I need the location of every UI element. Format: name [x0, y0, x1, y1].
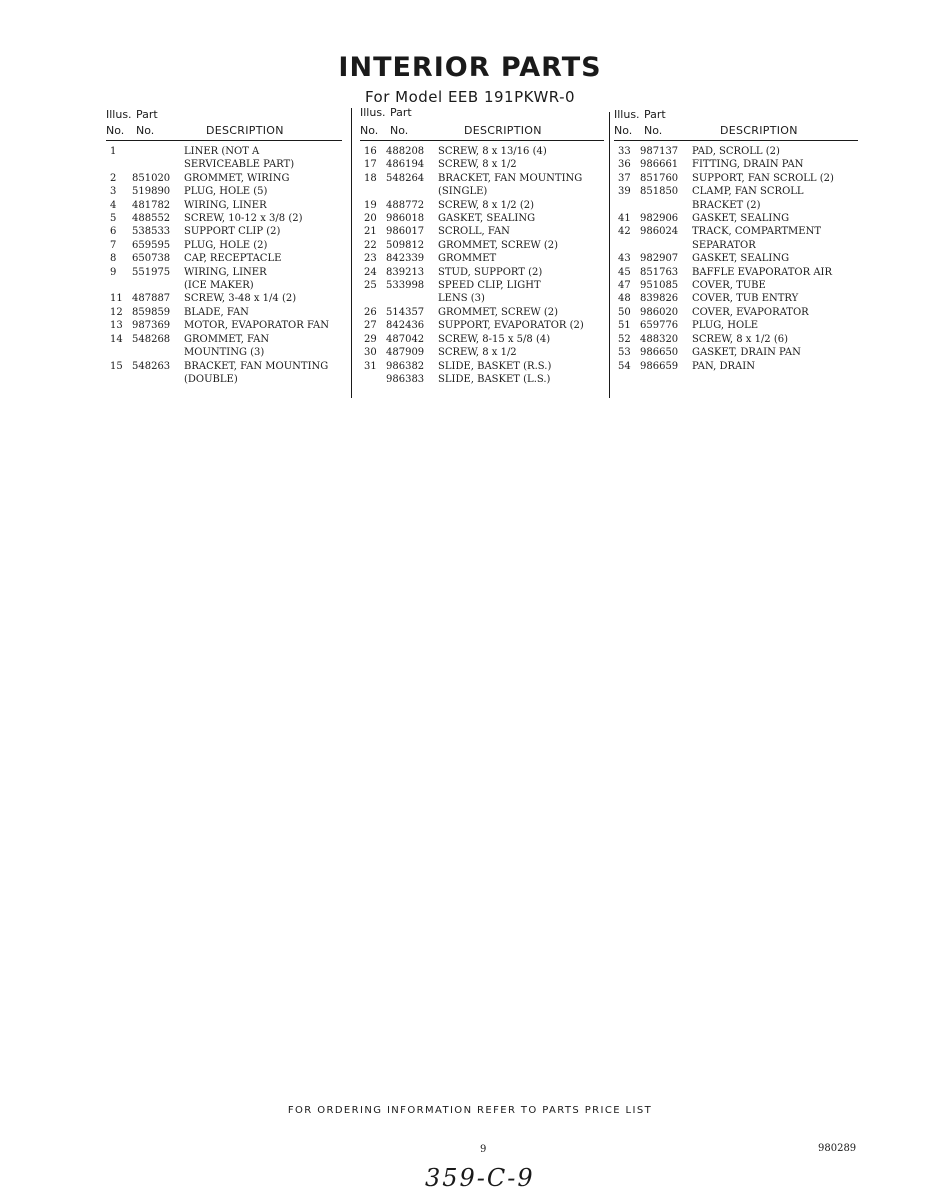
part-description: SUPPORT CLIP (2): [184, 226, 281, 238]
parts-row: [106, 158, 342, 171]
illus-number: 31: [364, 360, 377, 372]
header-illus-no: No.: [614, 124, 633, 137]
part-description: MOTOR, EVAPORATOR FAN: [184, 320, 330, 332]
part-number: 488772: [386, 199, 425, 211]
parts-row: [106, 199, 342, 212]
header-illus: Illus.: [360, 106, 386, 119]
parts-list: [614, 145, 858, 373]
part-description: STUD, SUPPORT (2): [438, 266, 543, 278]
header-part-no: No.: [644, 124, 663, 137]
illus-number: 4: [110, 199, 117, 211]
illus-number: 54: [618, 360, 631, 372]
parts-row: [614, 319, 858, 332]
parts-row: [106, 319, 342, 332]
illus-number: 11: [110, 293, 123, 305]
illus-number: 18: [364, 172, 377, 184]
parts-row: [106, 346, 342, 359]
parts-row: [106, 239, 342, 252]
part-number: 509812: [386, 239, 425, 251]
illus-number: 41: [618, 213, 631, 225]
illus-number: 22: [364, 239, 377, 251]
parts-row: [614, 292, 858, 305]
part-number: 533998: [386, 280, 425, 292]
part-description: WIRING, LINER: [184, 199, 267, 211]
parts-row: [106, 292, 342, 305]
parts-list: [360, 145, 604, 386]
header-part-no: No.: [136, 124, 155, 137]
parts-row: [360, 306, 604, 319]
illus-number: 8: [110, 253, 117, 265]
parts-row: [614, 145, 858, 158]
column-header: [360, 106, 604, 140]
part-description: SCREW, 3-48 x 1/4 (2): [184, 293, 297, 305]
parts-row: [360, 199, 604, 212]
part-number: 986018: [386, 213, 425, 225]
part-description: GASKET, SEALING: [692, 213, 790, 225]
illus-number: 7: [110, 239, 117, 251]
part-description: SCREW, 8-15 x 5/8 (4): [438, 333, 551, 345]
part-description: BAFFLE EVAPORATOR AIR: [692, 266, 833, 278]
part-description: MOUNTING (3): [184, 347, 265, 359]
part-description: SLIDE, BASKET (L.S.): [438, 373, 551, 385]
illus-number: 21: [364, 226, 377, 238]
part-description: TRACK, COMPARTMENT: [692, 226, 822, 238]
column-header: [614, 106, 858, 140]
parts-row: [614, 266, 858, 279]
part-description: PAD, SCROLL (2): [692, 146, 780, 157]
illus-number: 36: [618, 159, 631, 171]
parts-row: [614, 212, 858, 225]
part-number: 551975: [132, 266, 171, 278]
illus-number: 26: [364, 306, 377, 318]
parts-row: [106, 185, 342, 198]
header-description: DESCRIPTION: [206, 124, 284, 137]
header-illus-no: No.: [106, 124, 125, 137]
part-description: PAN, DRAIN: [692, 360, 755, 372]
part-description: SCROLL, FAN: [438, 226, 510, 238]
illus-number: 3: [110, 186, 117, 198]
part-number: 986659: [640, 360, 679, 372]
part-description: GASKET, SEALING: [692, 253, 790, 265]
parts-row: [360, 333, 604, 346]
illus-number: 30: [364, 347, 377, 359]
illus-number: 39: [618, 186, 631, 198]
parts-row: [614, 360, 858, 373]
part-number: 851760: [640, 172, 679, 184]
header-rule: [106, 140, 342, 141]
parts-row: [106, 212, 342, 225]
part-number: 951085: [640, 280, 679, 292]
parts-row: [106, 373, 342, 386]
illus-number: 5: [110, 213, 117, 225]
parts-row: [360, 158, 604, 171]
parts-column-1: [106, 106, 342, 386]
illus-number: 47: [618, 280, 631, 292]
parts-row: [360, 185, 604, 198]
parts-row: [106, 145, 342, 158]
part-description: COVER, TUBE: [692, 280, 766, 292]
part-number: 488320: [640, 333, 679, 345]
header-rule: [614, 140, 858, 141]
parts-row: [360, 145, 604, 158]
part-number: 548263: [132, 360, 171, 372]
part-number: 986661: [640, 159, 679, 171]
illus-number: 50: [618, 306, 631, 318]
illus-number: 45: [618, 266, 631, 278]
illus-number: 2: [110, 172, 117, 184]
part-number: 987137: [640, 146, 679, 157]
part-number: 481782: [132, 199, 171, 211]
parts-row: [614, 225, 858, 238]
parts-row: [360, 360, 604, 373]
parts-row: [614, 306, 858, 319]
part-number: 487909: [386, 347, 425, 359]
illus-number: 13: [110, 320, 123, 332]
part-description: LINER (NOT A: [184, 146, 260, 157]
parts-row: [106, 172, 342, 185]
part-number: 851763: [640, 266, 679, 278]
part-description: SCREW, 8 x 1/2 (6): [692, 333, 789, 345]
part-description: PLUG, HOLE (5): [184, 186, 268, 198]
part-description: SPEED CLIP, LIGHT: [438, 280, 541, 292]
illus-number: 24: [364, 266, 377, 278]
part-description: (SINGLE): [438, 186, 488, 198]
illus-number: 1: [110, 146, 117, 157]
part-number: 859859: [132, 306, 171, 318]
illus-number: 14: [110, 333, 123, 345]
parts-row: [106, 279, 342, 292]
part-number: 839826: [640, 293, 679, 305]
part-number: 982906: [640, 213, 679, 225]
parts-row: [614, 279, 858, 292]
part-number: 659595: [132, 239, 171, 251]
part-description: SLIDE, BASKET (R.S.): [438, 360, 552, 372]
header-part: Part: [644, 108, 666, 121]
part-description: GASKET, SEALING: [438, 213, 536, 225]
parts-row: [614, 239, 858, 252]
parts-row: [360, 252, 604, 265]
parts-row: [106, 306, 342, 319]
part-description: SEPARATOR: [692, 239, 756, 251]
part-description: SUPPORT, FAN SCROLL (2): [692, 172, 834, 184]
part-number: 487042: [386, 333, 425, 345]
part-description: SERVICEABLE PART): [184, 159, 295, 171]
parts-row: [360, 266, 604, 279]
illus-number: 27: [364, 320, 377, 332]
header-illus: Illus.: [106, 108, 132, 121]
part-number: 538533: [132, 226, 171, 238]
part-description: GROMMET, FAN: [184, 333, 270, 345]
parts-row: [106, 225, 342, 238]
illus-number: 15: [110, 360, 123, 372]
illus-number: 23: [364, 253, 377, 265]
part-number: 986650: [640, 347, 679, 359]
parts-row: [614, 252, 858, 265]
part-number: 986383: [386, 373, 425, 385]
parts-row: [614, 158, 858, 171]
part-description: PLUG, HOLE (2): [184, 239, 268, 251]
header-part: Part: [390, 106, 412, 119]
illus-number: 33: [618, 146, 631, 157]
header-part-no: No.: [390, 124, 409, 137]
part-description: CLAMP, FAN SCROLL: [692, 186, 804, 198]
part-description: BRACKET, FAN MOUNTING: [438, 172, 583, 184]
part-number: 486194: [386, 159, 425, 171]
illus-number: 29: [364, 333, 377, 345]
page-number: 9: [480, 1144, 487, 1155]
parts-row: [360, 239, 604, 252]
parts-row: [614, 199, 858, 212]
part-description: COVER, EVAPORATOR: [692, 306, 809, 318]
parts-column-2: [360, 106, 604, 386]
part-description: LENS (3): [438, 293, 485, 305]
part-number: 514357: [386, 306, 425, 318]
parts-row: [614, 333, 858, 346]
parts-row: [360, 373, 604, 386]
header-description: DESCRIPTION: [720, 124, 798, 137]
illus-number: 52: [618, 333, 631, 345]
parts-row: [360, 346, 604, 359]
part-description: SUPPORT, EVAPORATOR (2): [438, 320, 584, 332]
part-number: 488208: [386, 146, 425, 157]
illus-number: 19: [364, 199, 377, 211]
parts-row: [360, 212, 604, 225]
parts-row: [614, 346, 858, 359]
illus-number: 6: [110, 226, 117, 238]
part-description: SCREW, 8 x 13/16 (4): [438, 146, 547, 157]
part-number: 982907: [640, 253, 679, 265]
part-description: (ICE MAKER): [184, 280, 254, 292]
parts-list: [106, 145, 342, 386]
part-description: SCREW, 10-12 x 3/8 (2): [184, 213, 303, 225]
part-description: WIRING, LINER: [184, 266, 267, 278]
parts-row: [106, 333, 342, 346]
part-description: BRACKET, FAN MOUNTING: [184, 360, 329, 372]
model-subtitle: For Model EEB 191PKWR-0: [364, 88, 576, 106]
part-number: 839213: [386, 266, 425, 278]
part-description: BLADE, FAN: [184, 306, 249, 318]
part-number: 650738: [132, 253, 171, 265]
part-number: 519890: [132, 186, 171, 198]
part-description: GROMMET: [438, 253, 497, 265]
ordering-footer: FOR ORDERING INFORMATION REFER TO PARTS PRICE LIST: [287, 1105, 653, 1116]
header-illus-no: No.: [360, 124, 379, 137]
illus-number: 20: [364, 213, 377, 225]
part-number: 487887: [132, 293, 171, 305]
parts-row: [360, 292, 604, 305]
illus-number: 51: [618, 320, 631, 332]
part-number: 986020: [640, 306, 679, 318]
parts-row: [106, 252, 342, 265]
part-description: COVER, TUB ENTRY: [692, 293, 799, 305]
part-number: 488552: [132, 213, 171, 225]
part-number: 659776: [640, 320, 679, 332]
part-number: 986024: [640, 226, 679, 238]
column-header: [106, 106, 342, 140]
part-description: FITTING, DRAIN PAN: [692, 159, 804, 171]
part-description: BRACKET (2): [692, 199, 761, 211]
part-description: SCREW, 8 x 1/2: [438, 347, 517, 359]
part-description: (DOUBLE): [184, 373, 238, 385]
part-number: 842339: [386, 253, 425, 265]
header-illus: Illus.: [614, 108, 640, 121]
parts-row: [360, 319, 604, 332]
part-number: 548268: [132, 333, 171, 345]
part-description: SCREW, 8 x 1/2: [438, 159, 517, 171]
part-description: PLUG, HOLE: [692, 320, 759, 332]
illus-number: 42: [618, 226, 631, 238]
parts-row: [106, 360, 342, 373]
header-rule: [360, 140, 604, 141]
illus-number: 48: [618, 293, 631, 305]
part-number: 842436: [386, 320, 425, 332]
page-title: INTERIOR PARTS: [338, 52, 602, 83]
header-part: Part: [136, 108, 158, 121]
illus-number: 25: [364, 280, 377, 292]
parts-row: [106, 266, 342, 279]
part-number: 986382: [386, 360, 425, 372]
illus-number: 16: [364, 146, 377, 157]
column-divider: [351, 108, 352, 398]
part-description: CAP, RECEPTACLE: [184, 253, 282, 265]
part-description: SCREW, 8 x 1/2 (2): [438, 199, 535, 211]
parts-column-3: [614, 106, 858, 373]
part-description: GROMMET, WIRING: [184, 172, 290, 184]
document-number: 980289: [818, 1143, 857, 1154]
part-number: 851020: [132, 172, 171, 184]
part-number: 987369: [132, 320, 171, 332]
parts-row: [360, 279, 604, 292]
parts-row: [614, 172, 858, 185]
handwritten-note: 359-C-9: [425, 1164, 535, 1192]
illus-number: 53: [618, 347, 631, 359]
illus-number: 43: [618, 253, 631, 265]
parts-row: [614, 185, 858, 198]
part-description: GASKET, DRAIN PAN: [692, 347, 801, 359]
column-divider: [609, 112, 610, 398]
header-description: DESCRIPTION: [464, 124, 542, 137]
parts-row: [360, 172, 604, 185]
part-number: 548264: [386, 172, 425, 184]
part-number: 986017: [386, 226, 425, 238]
illus-number: 12: [110, 306, 123, 318]
part-description: GROMMET, SCREW (2): [438, 306, 559, 318]
illus-number: 37: [618, 172, 631, 184]
parts-row: [360, 225, 604, 238]
illus-number: 17: [364, 159, 377, 171]
part-description: GROMMET, SCREW (2): [438, 239, 559, 251]
part-number: 851850: [640, 186, 679, 198]
illus-number: 9: [110, 266, 117, 278]
